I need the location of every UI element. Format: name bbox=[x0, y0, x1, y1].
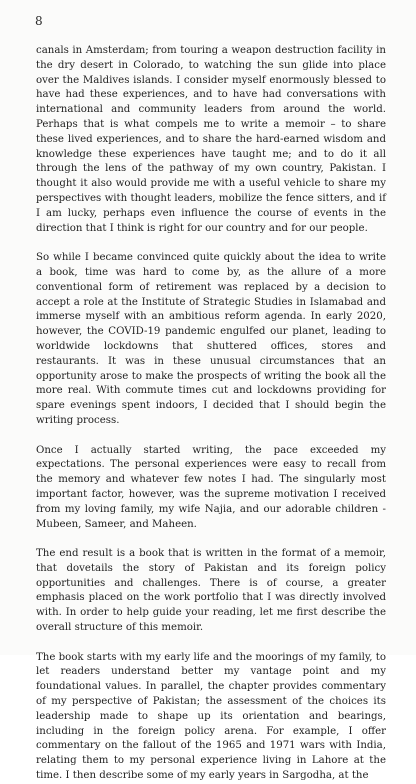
paragraph: The end result is a book that is written in the format of a memoir, that dovetails the story of Pakistan and its foreign policy opportunities and challenges. There is of course, a greater emphasis placed on the work portfolio that I was directly involved with. In order to help guide your reading, let me first describe the overall structure of this memoir. bbox=[36, 548, 386, 634]
paragraph: Once I actually started writing, the pace exceeded my expectations. The personal experiences were easy to recall from the memory and whatever few notes I had. The singularly most important factor, however, was the supreme motivation I received from my loving family, my wife Najia, and our adorable children - Mubeen, Sameer, and Maheen. bbox=[36, 444, 386, 530]
paragraph: So while I became convinced quite quickly about the idea to write a book, time was hard to come by, as the allure of a more conventional form of retirement was replaced by a decision to accept a role at the Institute of Strategic Studies in Islamabad and immerse myself with an ambitious reform agenda. In early 2020, however, the COVID-19 pandemic engulfed our planet, leading to worldwide lockdowns that shuttered offices, stores and restaurants. It was in these unusual circumstances that an opportunity arose to make the prospects of writing the book all the more real. With commute times cut and lockdowns providing for spare evenings spent indoors, I decided that I should begin the writing process. bbox=[36, 252, 386, 426]
paragraph: canals in Amsterdam; from touring a weapon destruction facility in the dry desert in Colorado, to watching the sun glide into place over the Maldives islands. I consider myself enormously blessed to have had these experiences, and to have had conversations with international and community leaders from around the world. Perhaps that is what compels me to write a memoir – to share these lived experiences, and to share the hard-earned wisdom and knowledge these experiences have taught me; and to do it all through the lens of the pathway of my own country, Pakistan. I thought it also would provide me with a useful vehicle to share my perspectives with thought leaders, mobilize the fence sitters, and if I am lucky, perhaps even influence the course of events in the direction that I think is right for our country and for our people. bbox=[36, 45, 386, 234]
body-text bbox=[36, 44, 386, 784]
paragraph: The book starts with my early life and the moorings of my family, to let readers understand better my vantage point and my foundational values. In parallel, the chapter provides commentary of my perspective of Pakistan; the assessment of the choices its leadership made to shape up its orientation and bearings, including in the foreign policy arena. For example, I offer commentary on the fallout of the 1965 and 1971 wars with India, relating them to my personal experience living in Lahore at the time. I then describe some of my early years in Sargodha, at the bbox=[36, 651, 386, 782]
page-number: 8 bbox=[35, 14, 43, 28]
